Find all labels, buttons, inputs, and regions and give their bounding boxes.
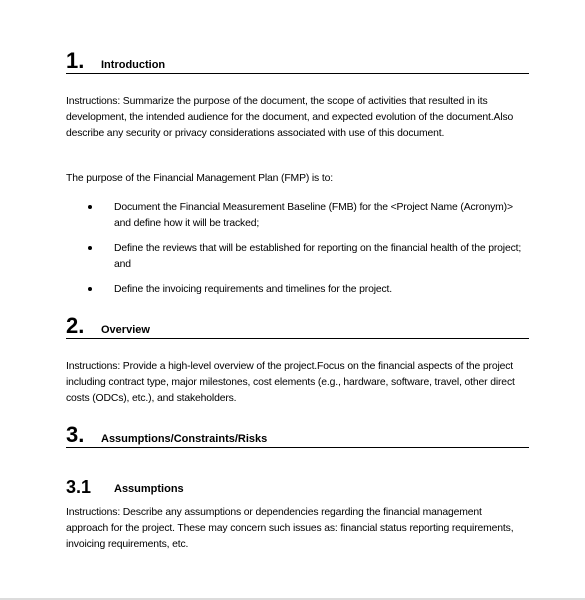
- section-3-1-heading: [66, 476, 529, 496]
- section-3-1-title: Assumptions: [114, 483, 184, 495]
- section-2-number: 2.: [66, 313, 85, 338]
- bullet-icon: [88, 205, 92, 209]
- bullet-text: Define the invoicing requirements and timelines for the project.: [114, 284, 393, 295]
- section-2-instructions: Instructions: Provide a high-level overview of the project.Focus on the financial aspects of the project including contract type, major milestones, cost elements (e.g., hardware, software, travel, other direct costs (ODCs), etc.), and stakeholders.: [66, 361, 515, 404]
- bullet-icon: [88, 287, 92, 291]
- bullet-text: Document the Financial Measurement Baseline (FMB) for the <Project Name (Acronym)> and define how it will be tracked;: [114, 202, 513, 229]
- section-3-number: 3.: [66, 422, 85, 447]
- section-1-title: Introduction: [101, 59, 166, 71]
- section-1-purpose-intro: The purpose of the Financial Management Plan (FMP) is to:: [66, 173, 333, 184]
- bullet-text: Define the reviews that will be established for reporting on the financial health of the project; and: [114, 243, 522, 270]
- section-3-1-instructions: Instructions: Describe any assumptions or dependencies regarding the financial management approach for the project. These may concern such issues as: financial status reporting requirements, invoicing requirements, etc.: [66, 507, 514, 550]
- section-1-heading: [66, 47, 529, 74]
- section-1-instructions: Instructions: Summarize the purpose of the document, the scope of activities that resulted in its development, the intended audience for the document, and expected evolution of the document.Also describe any security or privacy considerations associated with use of this document.: [66, 96, 514, 139]
- bullet-icon: [88, 246, 92, 250]
- section-2-heading: [66, 313, 529, 339]
- section-3-1-number: 3.1: [66, 477, 92, 497]
- section-3-title: Assumptions/Constraints/Risks: [101, 433, 268, 445]
- section-3-heading: [66, 422, 529, 448]
- section-1-number: 1.: [66, 48, 85, 73]
- section-2-title: Overview: [101, 324, 150, 336]
